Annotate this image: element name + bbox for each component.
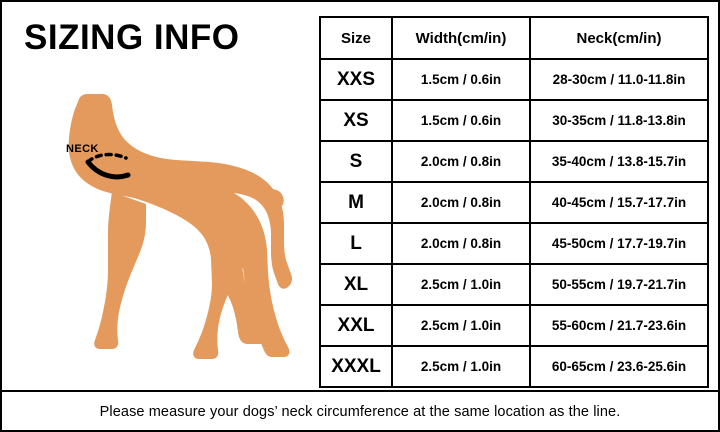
table-row bbox=[320, 141, 708, 182]
left-panel bbox=[2, 2, 310, 390]
cell-size: M bbox=[320, 182, 392, 223]
table-body bbox=[320, 59, 708, 387]
table-header-row bbox=[320, 17, 708, 59]
cell-neck: 55-60cm / 21.7-23.6in bbox=[530, 305, 708, 346]
cell-width: 1.5cm / 0.6in bbox=[392, 59, 530, 100]
table-row bbox=[320, 346, 708, 387]
footer-note-bar bbox=[2, 390, 718, 432]
table-row bbox=[320, 182, 708, 223]
cell-neck: 28-30cm / 11.0-11.8in bbox=[530, 59, 708, 100]
cell-size: XXL bbox=[320, 305, 392, 346]
dog-silhouette-icon bbox=[16, 74, 306, 374]
cell-width: 1.5cm / 0.6in bbox=[392, 100, 530, 141]
cell-size: XXS bbox=[320, 59, 392, 100]
cell-neck: 40-45cm / 15.7-17.7in bbox=[530, 182, 708, 223]
cell-neck: 60-65cm / 23.6-25.6in bbox=[530, 346, 708, 387]
table-header bbox=[320, 17, 708, 59]
cell-size: L bbox=[320, 223, 392, 264]
table-row bbox=[320, 100, 708, 141]
size-table-container bbox=[319, 16, 707, 388]
cell-size: XL bbox=[320, 264, 392, 305]
cell-width: 2.0cm / 0.8in bbox=[392, 223, 530, 264]
column-header-width: Width(cm/in) bbox=[392, 17, 530, 59]
dog-illustration bbox=[16, 74, 306, 374]
cell-width: 2.5cm / 1.0in bbox=[392, 346, 530, 387]
table-row bbox=[320, 264, 708, 305]
cell-width: 2.5cm / 1.0in bbox=[392, 305, 530, 346]
table-row bbox=[320, 305, 708, 346]
column-header-neck: Neck(cm/in) bbox=[530, 17, 708, 59]
cell-width: 2.0cm / 0.8in bbox=[392, 141, 530, 182]
cell-size: XXXL bbox=[320, 346, 392, 387]
column-header-size: Size bbox=[320, 17, 392, 59]
neck-label: NECK bbox=[66, 143, 99, 155]
cell-size: XS bbox=[320, 100, 392, 141]
cell-size: S bbox=[320, 141, 392, 182]
cell-neck: 30-35cm / 11.8-13.8in bbox=[530, 100, 708, 141]
page-title: SIZING INFO bbox=[24, 18, 240, 57]
cell-neck: 50-55cm / 19.7-21.7in bbox=[530, 264, 708, 305]
cell-width: 2.0cm / 0.8in bbox=[392, 182, 530, 223]
footer-note: Please measure your dogs’ neck circumference at the same location as the line. bbox=[99, 404, 621, 420]
cell-width: 2.5cm / 1.0in bbox=[392, 264, 530, 305]
table-row bbox=[320, 223, 708, 264]
size-table bbox=[319, 16, 709, 388]
cell-neck: 35-40cm / 13.8-15.7in bbox=[530, 141, 708, 182]
cell-neck: 45-50cm / 17.7-19.7in bbox=[530, 223, 708, 264]
table-row bbox=[320, 59, 708, 100]
